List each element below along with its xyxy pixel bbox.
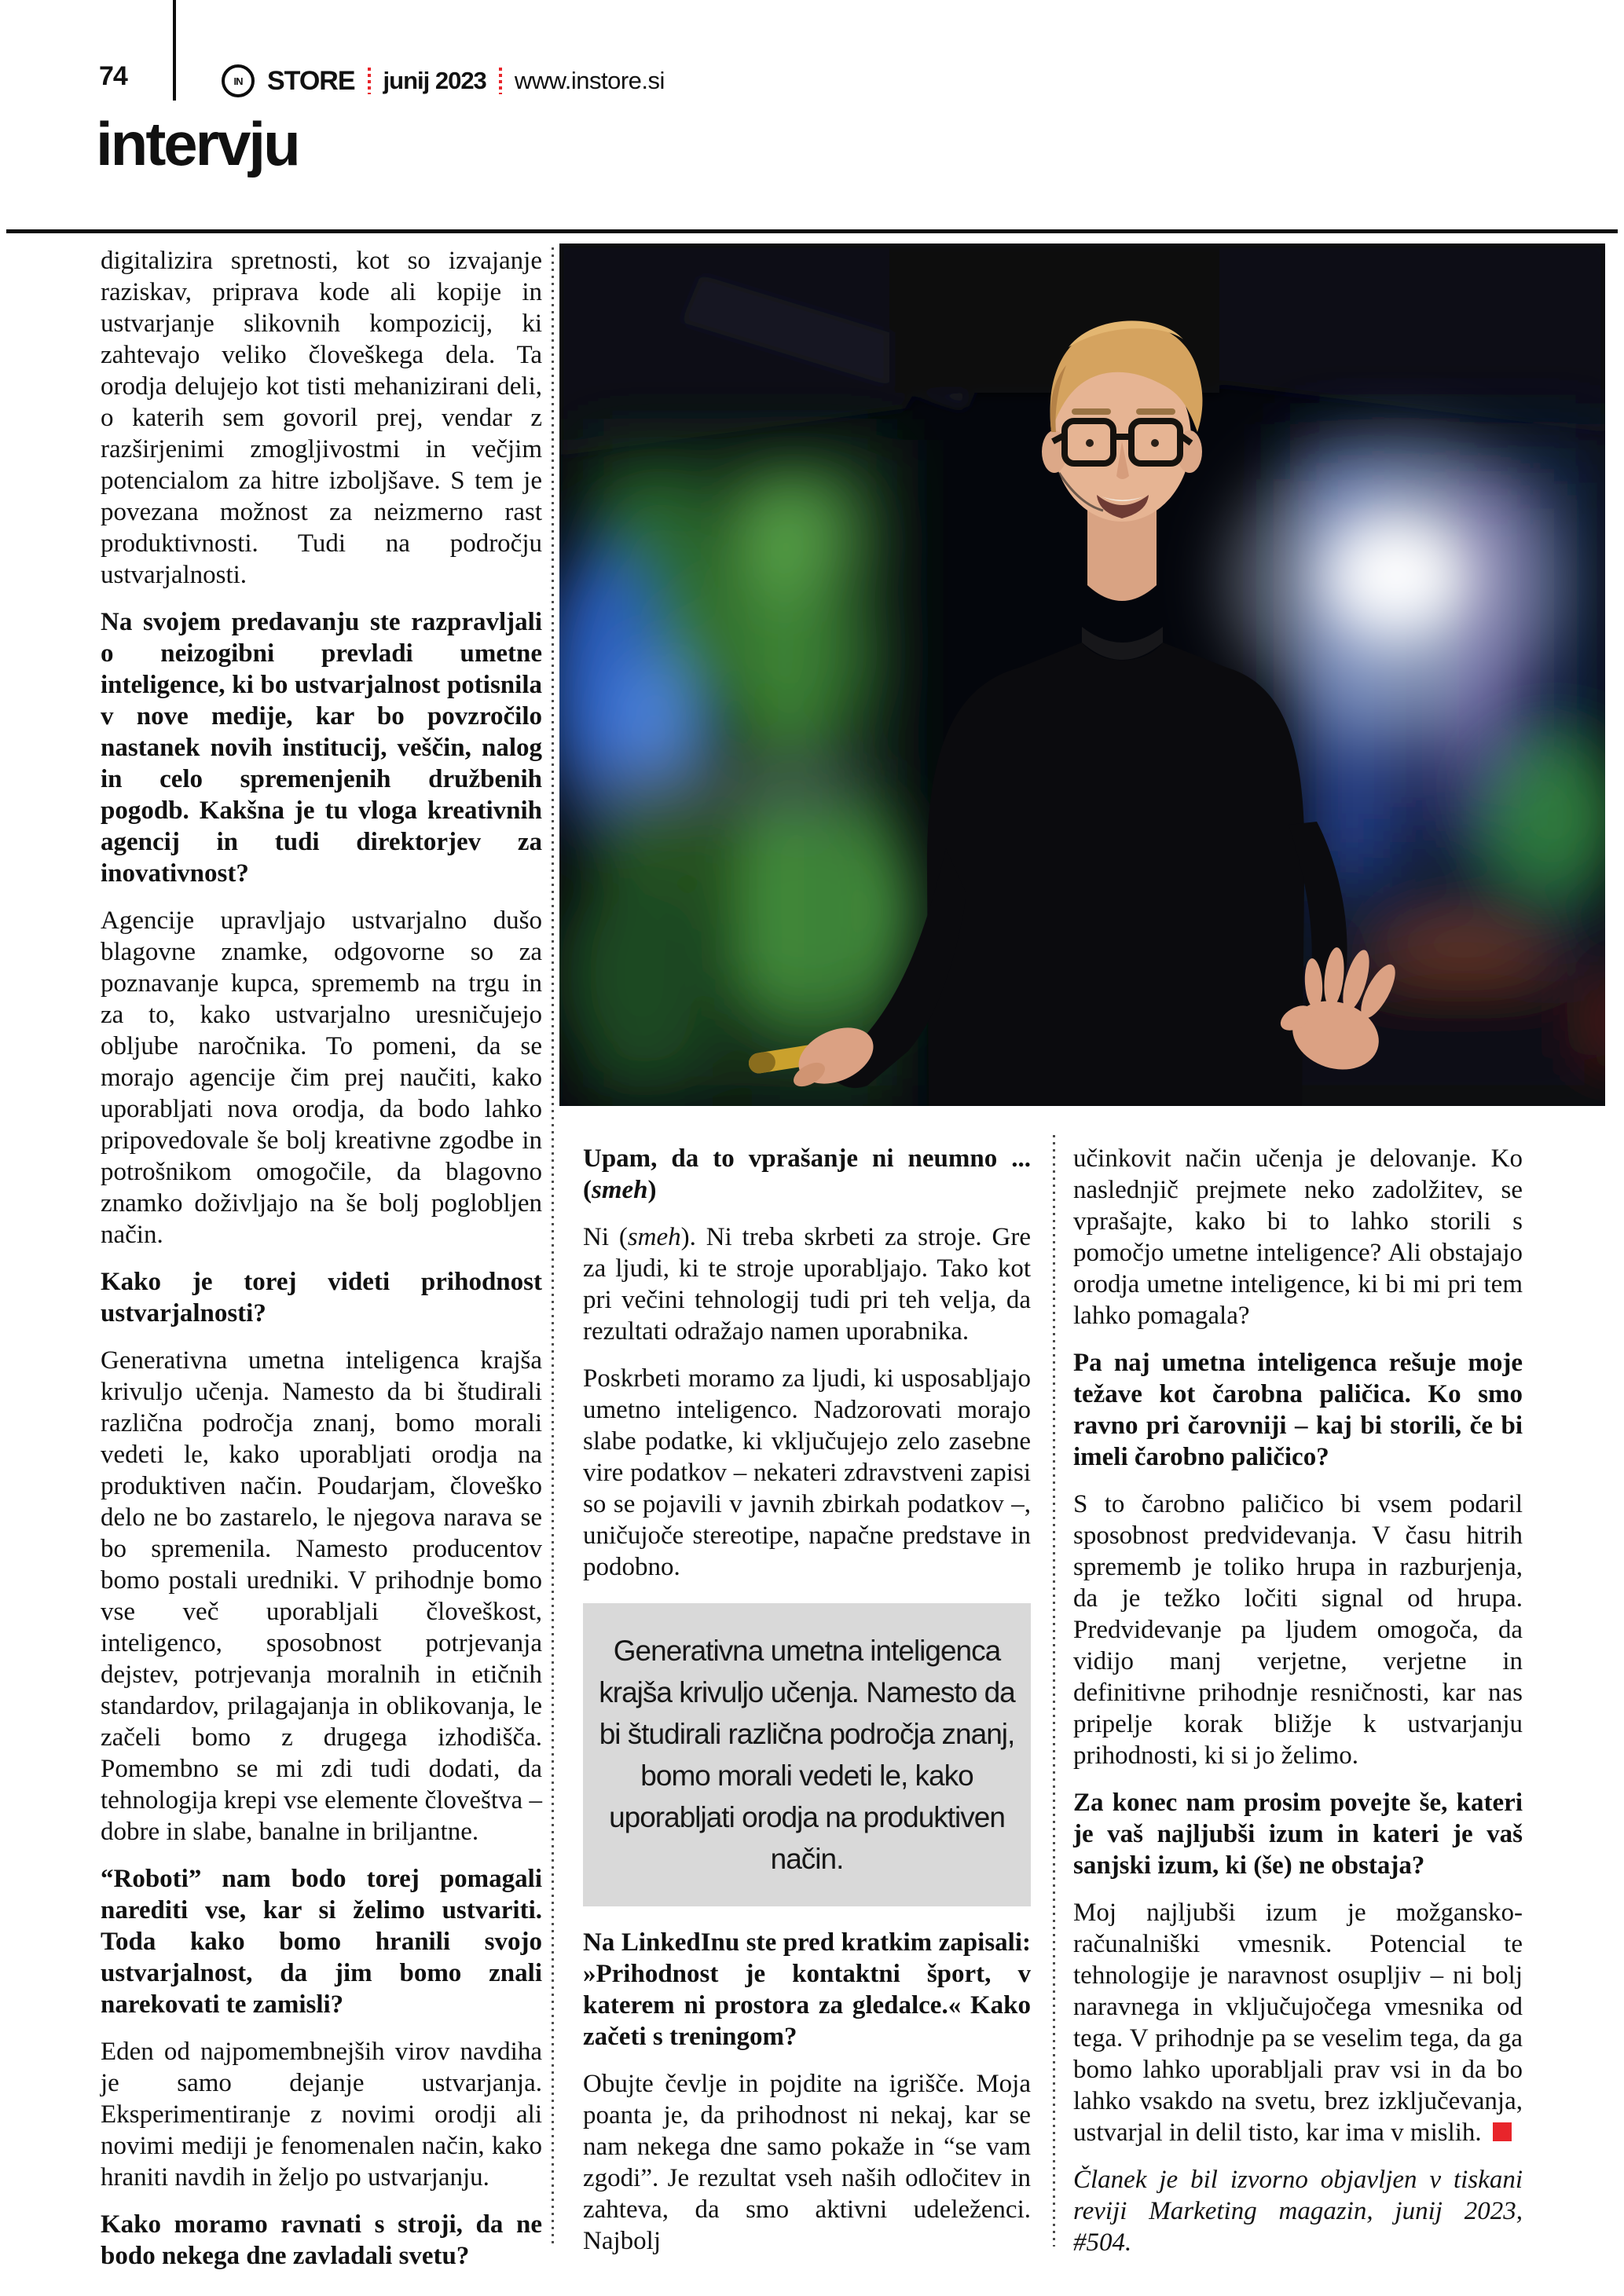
interview-question: Kako je torej videti prihodnost ustvarjalnosti? [101, 1268, 542, 1327]
header-dotted-separator [368, 68, 371, 94]
masthead [222, 64, 665, 97]
issue-date: junij 2023 [383, 67, 486, 94]
page-number: 74 [99, 61, 127, 91]
magazine-name: STORE [267, 65, 355, 96]
interview-answer: Poskrbeti moramo za ljudi, ki usposabljajo umetno inteligenco. Nadzorovati morajo slabe podatke, ki vključujejo zelo zasebne vire podatkov – nekateri zdravstveni zapisi so se pojavili v javnih zbirkah podatkov –, uničujoče stereotipe, napačne predstave in podobno. [583, 1364, 1031, 1581]
interview-answer: učinkovit način učenja je delovanje. Ko naslednjič prejmete neko zadolžitev, se vprašajte, kako bi to lahko storili s pomočjo umetne inteligence? Ali obstajajo orodja umetne inteligence, ki bi mi pri tem lahko pomagala? [1073, 1144, 1523, 1330]
interview-answer: Ni (smeh). Ni treba skrbeti za stroje. Gre za ljudi, ki te stroje uporabljajo. Tako kot pri večini tehnologij tudi pri teh velja, da rezultati odražajo namen uporabnika. [583, 1223, 1031, 1346]
interview-question: Za konec nam prosim povejte še, kateri je vaš najljubši izum in kateri je vaš sanjski izum, ki (še) ne obstaja? [1073, 1789, 1523, 1880]
interview-question: “Roboti” nam bodo torej pomagali narediti vse, kar si želimo ustvariti. Toda kako bomo hranili svojo ustvarjalnost, da jim bomo znali narekovati te zamisli? [101, 1865, 542, 2019]
interview-question: Pa naj umetna inteligenca rešuje moje težave kot čarobna paličica. Ko smo ravno pri čarovniji – kaj bi storili, če bi imeli čarobno paličico? [1073, 1349, 1523, 1471]
stage-photo [559, 244, 1605, 1106]
pull-quote: Generativna umetna inteligenca krajša krivuljo učenja. Namesto da bi študirali različna področja znanj, bomo morali vedeti le, kako uporabljati orodja na produktiven način. [583, 1603, 1031, 1906]
column-divider [552, 247, 554, 2247]
interview-question: Kako moramo ravnati s stroji, da ne bodo nekega dne zavladali svetu? [101, 2210, 542, 2270]
header-divider [173, 0, 176, 101]
article-column-right [1073, 1143, 1523, 2274]
article-end-mark [1493, 2122, 1512, 2141]
column-divider [1053, 1135, 1055, 2247]
interview-answer: Agencije upravljajo ustvarjalno dušo blagovne znamke, odgovorne so za poznavanje kupca, sprememb na trgu in za to, kako ustvarjalno uresničujejo obljube naročnika. To pomeni, da se morajo agencije čim prej naučiti, kako uporabljati nova orodja, da bodo lahko pripovedovale še bolj kreativne zgodbe in potrošnikom omogočile, da blagovno znamko doživljajo na še bolj poglobljen način. [101, 906, 542, 1249]
website-url: www.instore.si [514, 67, 665, 94]
interview-answer: Eden od najpomembnejših virov navdiha je samo dejanje ustvarjanja. Eksperimentiranje z novimi orodji ali novimi mediji je fenomenalen način, kako hraniti navdih in željo po ustvarjanju. [101, 2038, 542, 2192]
interview-question: Upam, da to vprašanje ni neumno ... (smeh) [583, 1144, 1031, 1204]
header-rule [6, 229, 1618, 233]
interview-question: Na svojem predavanju ste razpravljali o neizogibni prevladi umetne inteligence, ki bo ustvarjalnost potisnila v nove medije, kar bo povzročilo nastanek novih institucij, veščin, nalog in celo spremenjenih družbenih pogodb. Kakšna je tu vloga kreativnih agencij in tudi direktorjev za inovativnost? [101, 608, 542, 888]
interview-answer: Obujte čevlje in pojdite na igrišče. Moja poanta je, da prihodnost ni nekaj, kar se nam nekega dne samo pokaže in “se vam zgodi”. Je rezultat vseh naših odločitev in zahteva, da smo aktivni udeleženci. Najbolj [583, 2070, 1031, 2255]
section-title: intervju [96, 109, 299, 178]
article-credit: Članek je bil izvorno objavljen v tiskani reviji Marketing magazin, junij 2023, #504. [1073, 2166, 1523, 2257]
interview-answer: Moj najljubši izum je možgansko-računalniški vmesnik. Potencial te tehnologije je naravnost osupljiv – ni bolj naravnega in vključujočega vmesnika od tega. V prihodnje pa se veselim tega, da ga bomo lahko uporabljali prav vsi in da bo lahko vsakdo na svetu, brez izključevanja, ustvarjal in delil tisto, kar ima v mislih. [1073, 1899, 1523, 2147]
interview-answer: Generativna umetna inteligenca krajša krivuljo učenja. Namesto da bi študirali različna področja znanj, bomo morali vedeti le, kako uporabljati orodja na produktiven način. Poudarjam, človeško delo ne bo zastarelo, le njegova narava se bo spremenila. Namesto producentov bomo postali uredniki. V prihodnje bomo vse več uporabljali človeškost, inteligenco, sposobnost potrjevanja dejstev, potrjevanja moralnih in etičnih standardov, prilagajanja in oblikovanja, le začeli bomo z drugega izhodišča. Pomembno se mi zdi tudi dodati, da tehnologija krepi vse elemente človeštva – dobre in slabe, banalne in briljantne. [101, 1346, 542, 1846]
article-column-middle [583, 1143, 1031, 2272]
interview-answer: S to čarobno paličico bi vsem podaril sposobnost predvidevanja. V času hitrih sprememb je toliko hrupa in razburjenja, da je težko ločiti signal od hrupa. Predvidevanje pa ljudem omogoča, da vidijo manj verjetne, verjetne in definitivne prihodnje resničnosti, kar nas pripelje korak bližje k ustvarjanju prihodnosti, ki si jo želimo. [1073, 1490, 1523, 1770]
header-dotted-separator [499, 68, 502, 94]
interview-answer: digitalizira spretnosti, kot so izvajanje raziskav, priprava kode ali kopije in ustvarjanje slikovnih kompozicij, ki zahtevajo veliko človeškega dela. Ta orodja delujejo kot tisti mehanizirani deli, o katerih sem govoril prej, vendar z razširjenimi zmogljivostmi in večjim potencialom za hitre izboljšave. S tem je povezana možnost za neizmerno rast produktivnosti. Tudi na področju ustvarjalnosti. [101, 247, 542, 589]
interview-question: Na LinkedInu ste pred kratkim zapisali: »Prihodnost je kontaktni šport, v katerem ni prostora za gledalce.« Kako začeti s treningom? [583, 1928, 1031, 2051]
instore-logo-icon: IN [222, 64, 255, 97]
stage-photo-illustration [559, 244, 1605, 1106]
article-column-left [101, 245, 542, 2287]
